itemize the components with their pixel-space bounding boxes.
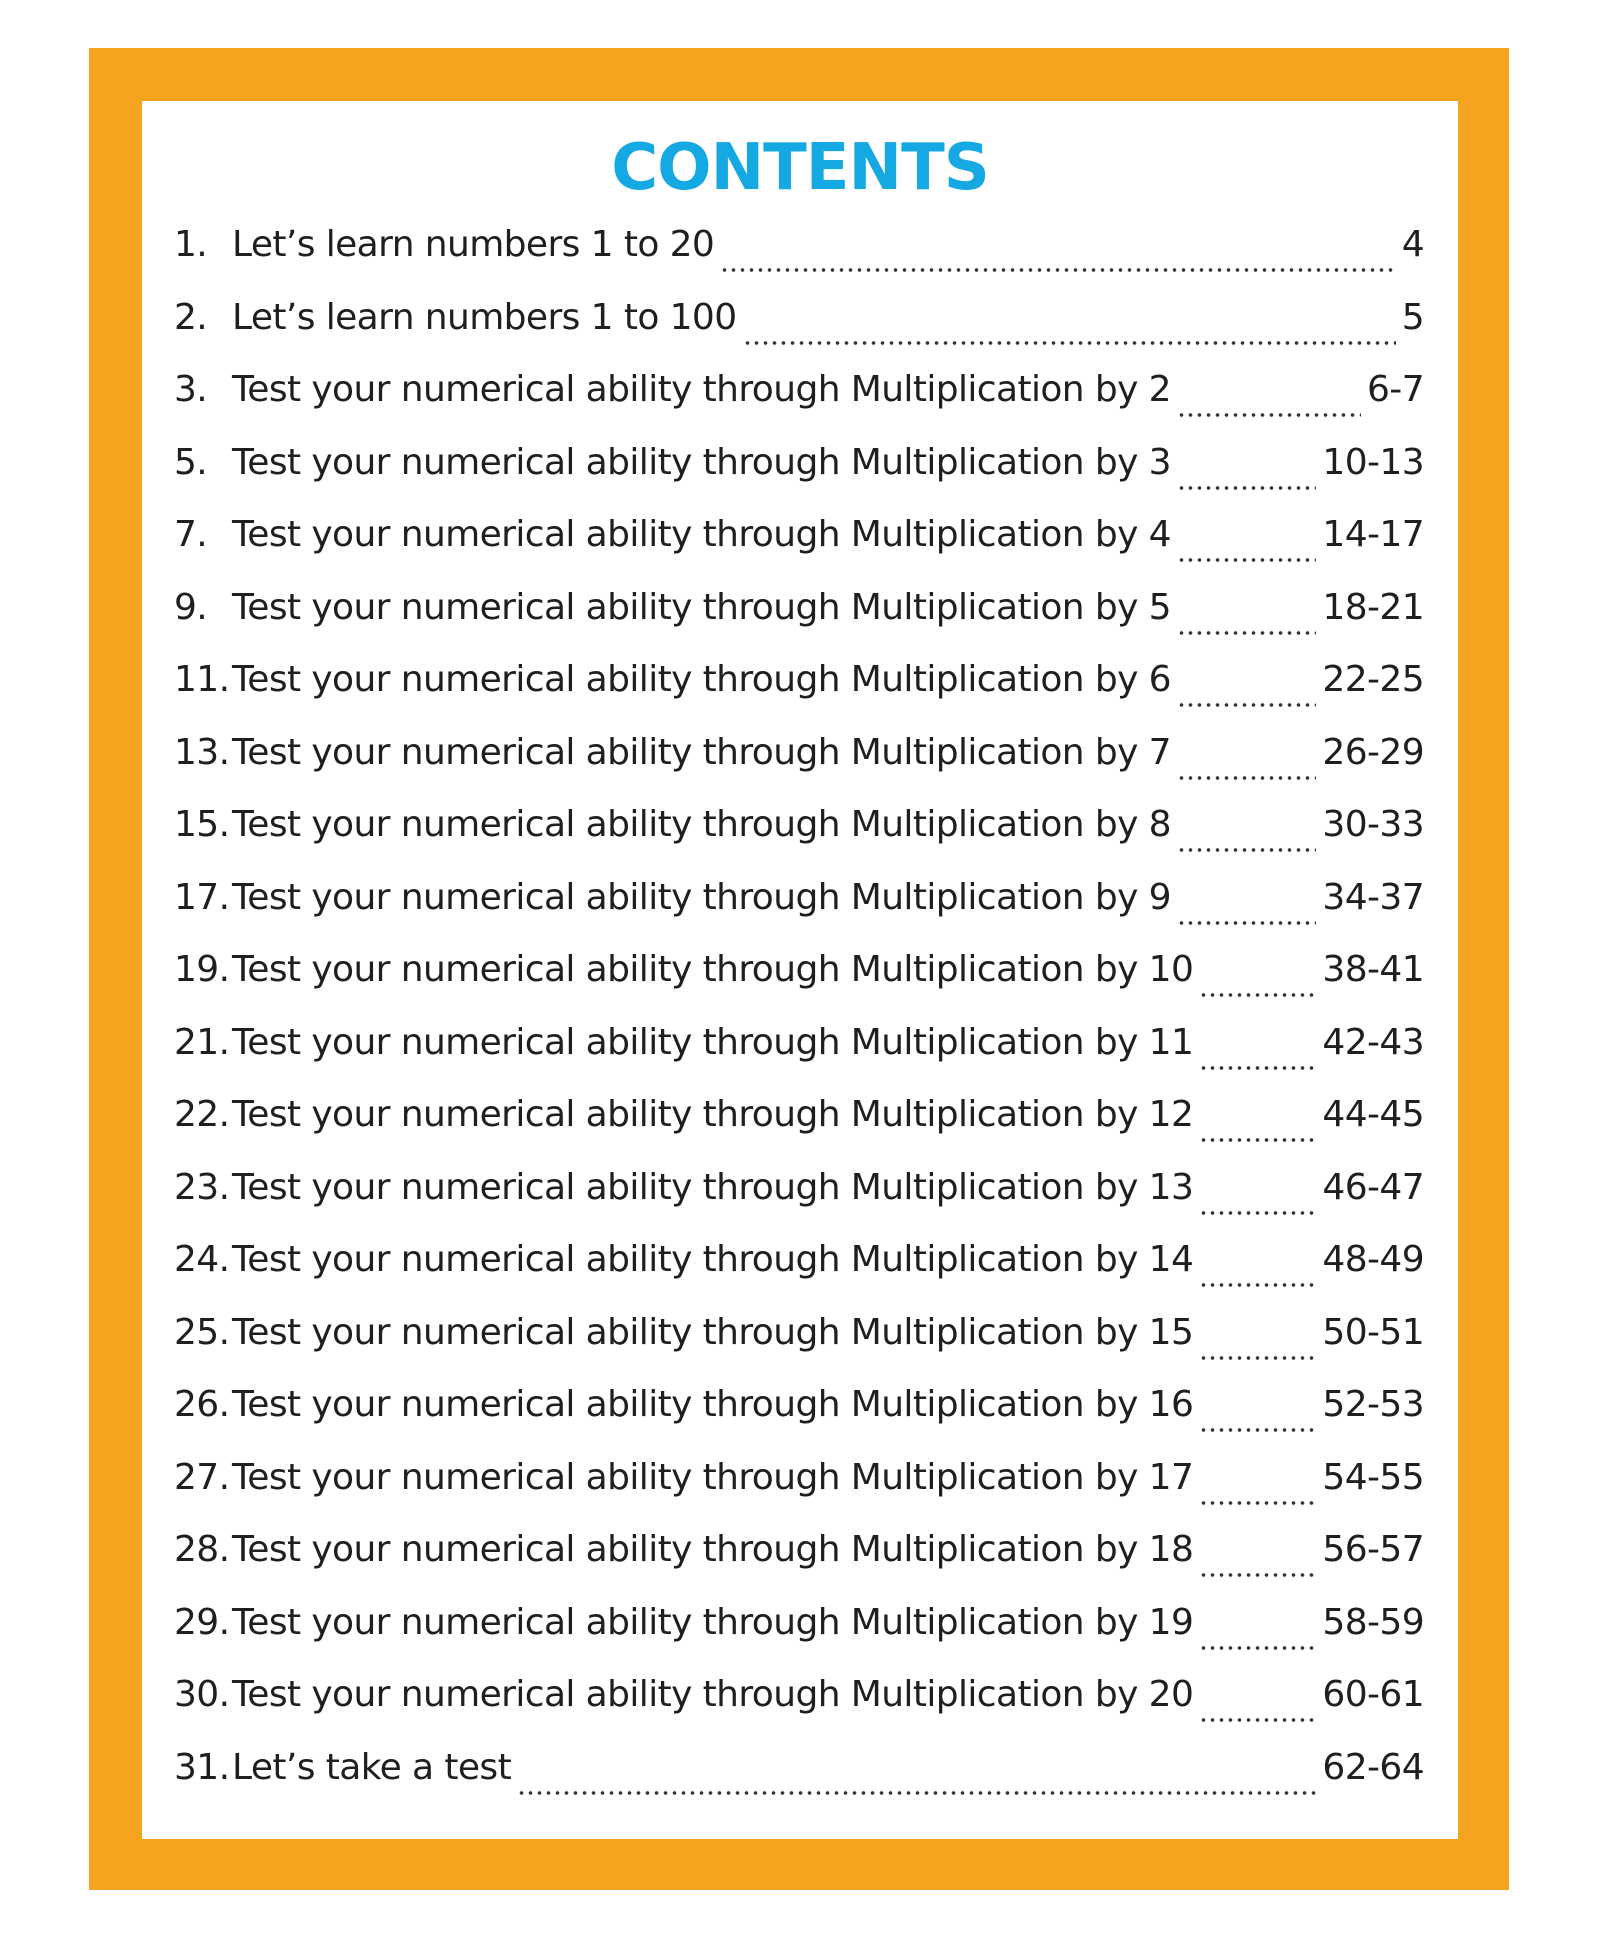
toc-entry bbox=[174, 1747, 1424, 1820]
toc-entry bbox=[174, 369, 1424, 442]
toc-entry-title: Test your numerical ability through Multiplication by 20 bbox=[232, 1674, 1194, 1715]
toc-entry-title: Test your numerical ability through Multiplication by 11 bbox=[232, 1021, 1194, 1063]
toc-entry-number: 15. bbox=[174, 804, 230, 845]
toc-entry bbox=[174, 804, 1424, 877]
dot-leader bbox=[1199, 1136, 1316, 1144]
dot-leader bbox=[720, 266, 1395, 274]
toc-entry bbox=[174, 1167, 1424, 1240]
toc-entry-page: 30-33 bbox=[1322, 804, 1424, 845]
toc-entry-title: Test your numerical ability through Multiplication by 7 bbox=[232, 731, 1171, 773]
toc-entry-number: 22. bbox=[174, 1094, 230, 1135]
toc-entry-page: 44-45 bbox=[1322, 1094, 1424, 1135]
toc-entry-number: 23. bbox=[174, 1166, 230, 1208]
toc-entry-number: 27. bbox=[174, 1456, 230, 1498]
dot-leader bbox=[1199, 1644, 1316, 1652]
toc-entry bbox=[174, 442, 1424, 515]
toc-entry bbox=[174, 732, 1424, 805]
toc-entry bbox=[174, 1674, 1424, 1747]
toc-entry-title: Test your numerical ability through Multiplication by 10 bbox=[232, 949, 1194, 990]
toc-entry-page: 56-57 bbox=[1322, 1529, 1424, 1570]
dot-leader bbox=[1177, 629, 1316, 637]
toc-entry-number: 21. bbox=[174, 1021, 230, 1063]
toc-entry-number: 19. bbox=[174, 949, 230, 990]
dot-leader bbox=[1177, 556, 1316, 564]
toc-entry-title: Test your numerical ability through Multiplication by 8 bbox=[232, 804, 1171, 845]
toc-entry bbox=[174, 1239, 1424, 1312]
toc-entry-number: 3. bbox=[174, 369, 208, 410]
toc-entry-number: 24. bbox=[174, 1239, 230, 1280]
toc-entry-number: 2. bbox=[174, 296, 208, 338]
toc-entry-page: 48-49 bbox=[1322, 1239, 1424, 1280]
toc-entry-page: 10-13 bbox=[1322, 441, 1424, 483]
toc-entry bbox=[174, 949, 1424, 1022]
toc-entry bbox=[174, 659, 1424, 732]
toc-entry bbox=[174, 1457, 1424, 1530]
toc-entry bbox=[174, 1312, 1424, 1385]
toc-entry-number: 28. bbox=[174, 1529, 230, 1570]
toc-entry-page: 58-59 bbox=[1322, 1601, 1424, 1643]
toc-entry bbox=[174, 297, 1424, 370]
toc-entry-page: 50-51 bbox=[1322, 1311, 1424, 1353]
toc-entry-number: 25. bbox=[174, 1311, 230, 1353]
toc-entry-title: Test your numerical ability through Multiplication by 6 bbox=[232, 659, 1171, 700]
dot-leader bbox=[1177, 411, 1361, 419]
table-of-contents bbox=[174, 224, 1424, 1819]
toc-entry-page: 6-7 bbox=[1367, 369, 1424, 410]
toc-entry-page: 22-25 bbox=[1322, 659, 1424, 700]
toc-entry-title: Test your numerical ability through Multiplication by 15 bbox=[232, 1311, 1194, 1353]
toc-entry bbox=[174, 1384, 1424, 1457]
toc-entry-number: 5. bbox=[174, 441, 208, 483]
toc-entry-title: Test your numerical ability through Multiplication by 19 bbox=[232, 1601, 1194, 1643]
toc-entry-title: Test your numerical ability through Multiplication by 14 bbox=[232, 1239, 1194, 1280]
toc-entry-page: 60-61 bbox=[1322, 1674, 1424, 1715]
dot-leader bbox=[1177, 846, 1316, 854]
dot-leader bbox=[1199, 1354, 1316, 1362]
toc-entry-page: 26-29 bbox=[1322, 731, 1424, 773]
toc-entry-number: 30. bbox=[174, 1674, 230, 1715]
toc-entry-number: 13. bbox=[174, 731, 230, 773]
toc-entry-title: Test your numerical ability through Multiplication by 4 bbox=[232, 514, 1171, 555]
toc-entry-number: 17. bbox=[174, 876, 230, 918]
dot-leader bbox=[1199, 991, 1316, 999]
toc-entry-number: 11. bbox=[174, 659, 230, 700]
toc-entry-page: 18-21 bbox=[1322, 586, 1424, 628]
toc-entry-page: 38-41 bbox=[1322, 949, 1424, 990]
toc-entry-title: Test your numerical ability through Multiplication by 17 bbox=[232, 1456, 1194, 1498]
toc-entry-title: Test your numerical ability through Multiplication by 12 bbox=[232, 1094, 1194, 1135]
toc-entry bbox=[174, 1602, 1424, 1675]
toc-entry-page: 4 bbox=[1401, 224, 1424, 265]
toc-entry-title: Let’s learn numbers 1 to 100 bbox=[232, 296, 737, 338]
dot-leader bbox=[1199, 1716, 1316, 1724]
dot-leader bbox=[1199, 1064, 1316, 1072]
toc-entry-page: 54-55 bbox=[1322, 1456, 1424, 1498]
toc-entry-page: 46-47 bbox=[1322, 1166, 1424, 1208]
toc-entry-number: 9. bbox=[174, 586, 208, 628]
dot-leader bbox=[1177, 919, 1316, 927]
toc-entry bbox=[174, 514, 1424, 587]
toc-entry-title: Let’s take a test bbox=[232, 1746, 512, 1788]
toc-entry-title: Test your numerical ability through Multiplication by 3 bbox=[232, 441, 1171, 483]
toc-entry-number: 7. bbox=[174, 514, 208, 555]
toc-entry-page: 5 bbox=[1401, 296, 1424, 338]
toc-entry-page: 52-53 bbox=[1322, 1384, 1424, 1425]
toc-entry bbox=[174, 224, 1424, 297]
toc-entry-title: Test your numerical ability through Multiplication by 16 bbox=[232, 1384, 1194, 1425]
dot-leader bbox=[1199, 1209, 1316, 1217]
toc-entry-title: Test your numerical ability through Multiplication by 18 bbox=[232, 1529, 1194, 1570]
toc-entry-number: 29. bbox=[174, 1601, 230, 1643]
toc-entry-number: 31. bbox=[174, 1746, 230, 1788]
toc-entry-page: 34-37 bbox=[1322, 876, 1424, 918]
toc-entry-number: 26. bbox=[174, 1384, 230, 1425]
toc-entry-title: Test your numerical ability through Multiplication by 9 bbox=[232, 876, 1171, 918]
toc-entry-page: 14-17 bbox=[1322, 514, 1424, 555]
toc-entry bbox=[174, 587, 1424, 660]
toc-entry-title: Test your numerical ability through Multiplication by 13 bbox=[232, 1166, 1194, 1208]
toc-entry-title: Test your numerical ability through Multiplication by 5 bbox=[232, 586, 1171, 628]
dot-leader bbox=[1177, 774, 1316, 782]
toc-entry-title: Let’s learn numbers 1 to 20 bbox=[232, 224, 715, 265]
dot-leader bbox=[1177, 484, 1316, 492]
toc-entry-page: 62-64 bbox=[1322, 1746, 1424, 1788]
page-title: CONTENTS bbox=[611, 131, 989, 205]
toc-entry-page: 42-43 bbox=[1322, 1021, 1424, 1063]
dot-leader bbox=[1199, 1281, 1316, 1289]
toc-entry bbox=[174, 877, 1424, 950]
toc-entry bbox=[174, 1529, 1424, 1602]
dot-leader bbox=[517, 1789, 1316, 1797]
dot-leader bbox=[1199, 1571, 1316, 1579]
dot-leader bbox=[1199, 1426, 1316, 1434]
toc-entry bbox=[174, 1022, 1424, 1095]
dot-leader bbox=[743, 339, 1396, 347]
toc-entry bbox=[174, 1094, 1424, 1167]
dot-leader bbox=[1177, 701, 1316, 709]
dot-leader bbox=[1199, 1499, 1316, 1507]
toc-entry-number: 1. bbox=[174, 224, 208, 265]
toc-entry-title: Test your numerical ability through Multiplication by 2 bbox=[232, 369, 1171, 410]
